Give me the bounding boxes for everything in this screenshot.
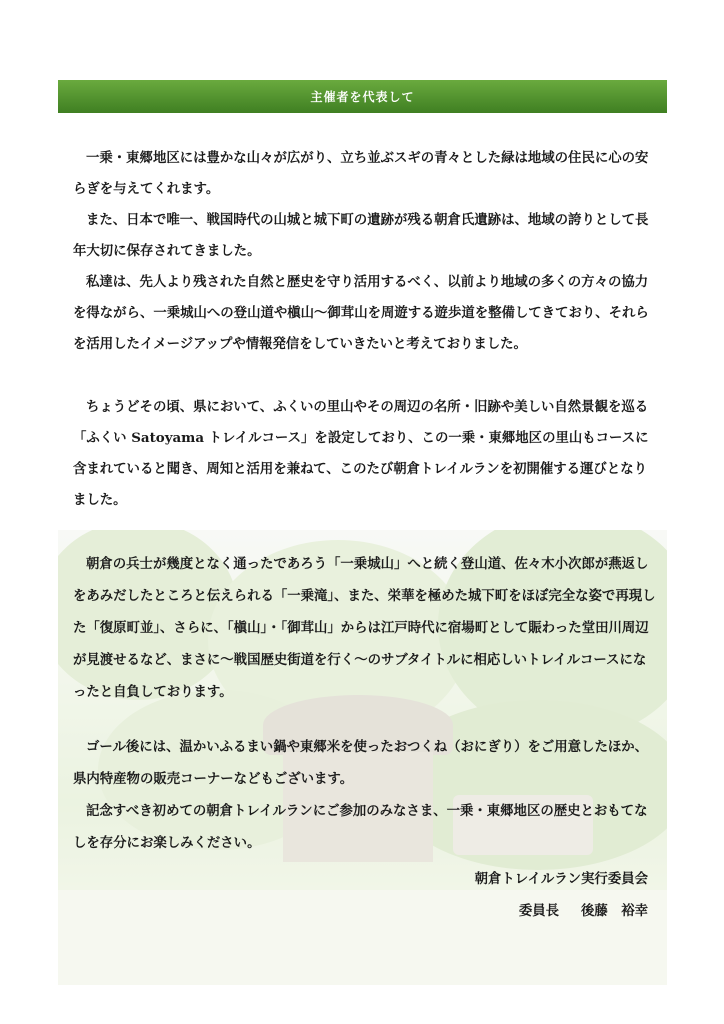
intro-section [73, 143, 658, 360]
paragraph: ちょうどその頃、県において、ふくいの里山やその周辺の名所・旧跡や美しい自然景観を巡る「ふくい Satoyama トレイルコース」を設定しており、この一乗・東郷地区の里山もコースに含まれていると聞き、周知と活用を兼ねて、このたび朝倉トレイルランを初開催する運びとなりました。 [73, 399, 649, 508]
signature-name: 後藤 裕幸 [581, 903, 648, 919]
paragraph: 一乗・東郷地区には豊かな山々が広がり、立ち並ぶスギの青々とした緑は地域の住民に心の安らぎを与えてくれます。 [73, 150, 649, 197]
paragraph: また、日本で唯一、戦国時代の山城と城下町の遺跡が残る朝倉氏遺跡は、地域の誇りとして長年大切に保存されてきました。 [73, 212, 649, 259]
paragraph: 私達は、先人より残された自然と歴史を守り活用するべく、以前より地域の多くの方々の協力を得ながら、一乗城山への登山道や槇山～御茸山を周遊する遊歩道を整備してきており、それらを活用したイメージアップや情報発信をしていきたいと考えておりました。 [73, 274, 649, 352]
section-title: 主催者を代表して [310, 90, 415, 104]
paragraph: ゴール後には、温かいふるまい鍋や東郷米を使ったおつくね（おにぎり）をご用意したほか、県内特産物の販売コーナーなどもございます。 [73, 739, 649, 787]
signature-chair [519, 900, 648, 919]
event-section [73, 392, 658, 516]
message-section [73, 548, 658, 859]
signature-role: 委員長 [518, 903, 560, 919]
signature-organization: 朝倉トレイルラン実行委員会 [474, 871, 648, 887]
section-header-bar [58, 80, 667, 113]
paragraph: 記念すべき初めての朝倉トレイルランにご参加のみなさま、一乗・東郷地区の歴史とおもてなしを存分にお楽しみください。 [73, 803, 648, 851]
paragraph: 朝倉の兵士が幾度となく通ったであろう「一乗城山」へと続く登山道、佐々木小次郎が燕返しをあみだしたところと伝えられる「一乗滝」、また、栄華を極めた城下町をほぼ完全な姿で再現した「復原町並」、さらに、「槇山」・「御茸山」からは江戸時代に宿場町として賑わった堂田川周辺が見渡せるなど、まさに～戦国歴史街道を行く～のサブタイトルに相応しいトレイルコースになったと自負しております。 [73, 556, 656, 700]
